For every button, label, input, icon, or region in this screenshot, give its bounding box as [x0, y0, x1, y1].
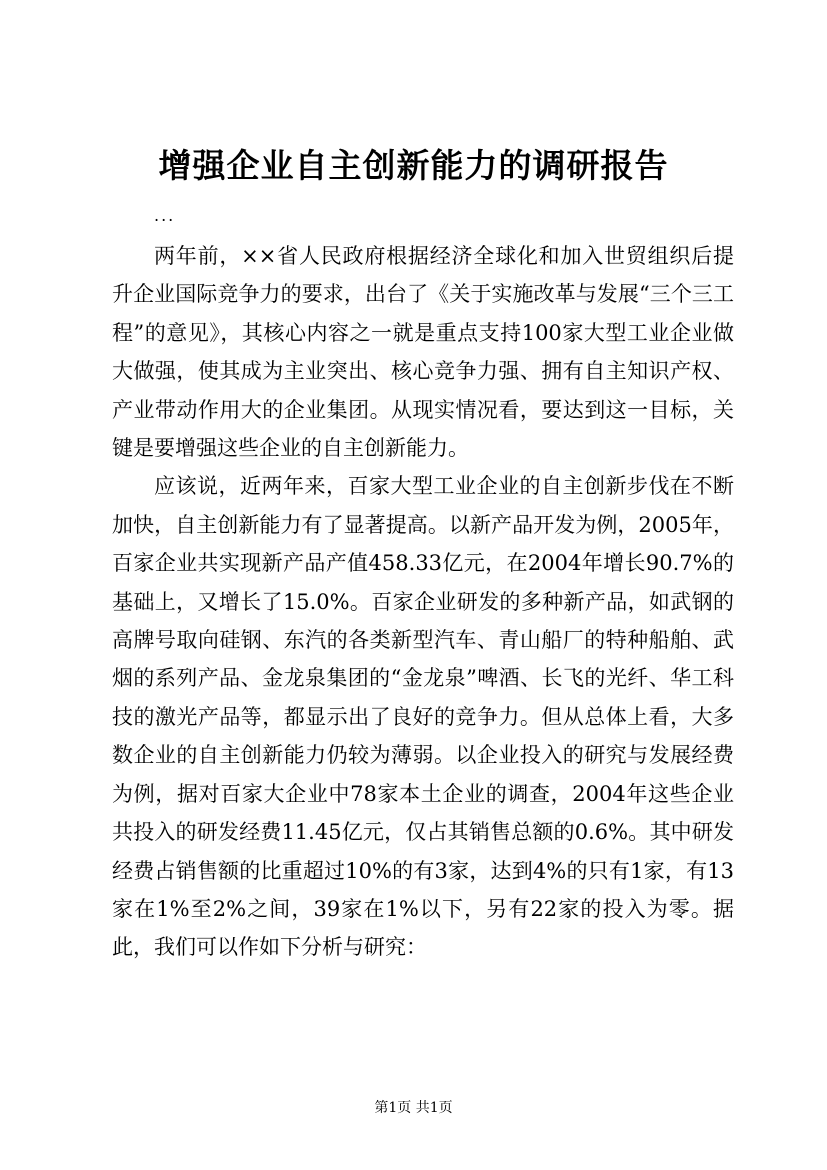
- document-body: [112, 237, 734, 967]
- ellipsis-marker: ...: [154, 206, 176, 225]
- paragraph: 应该说，近两年来，百家大型工业企业的自主创新步伐在不断加快，自主创新能力有了显著提高。以新产品开发为例，2005年，百家企业共实现新产品产值458.33亿元，在2004年增长90.7%的基础上，又增长了15.0%。百家企业研发的多种新产品，如武钢的高牌号取向硅钢、东汽的各类新型汽车、青山船厂的特种船舶、武烟的系列产品、金龙泉集团的“金龙泉”啤酒、长飞的光纤、华工科技的激光产品等，都显示出了良好的竞争力。但从总体上看，大多数企业的自主创新能力仍较为薄弱。以企业投入的研究与发展经费为例，据对百家大企业中78家本土企业的调查，2004年这些企业共投入的研发经费11.45亿元，仅占其销售总额的0.6%。其中研发经费占销售额的比重超过10%的有3家，达到4%的只有1家，有13家在1%至2%之间，39家在1%以下，另有22家的投入为零。据此，我们可以作如下分析与研究：: [112, 474, 734, 960]
- document-title: 增强企业自主创新能力的调研报告: [158, 146, 669, 185]
- paragraph: 两年前，××省人民政府根据经济全球化和加入世贸组织后提升企业国际竞争力的要求，出台了《关于实施改革与发展“三个三工程”的意见》，其核心内容之一就是重点支持100家大型工业企业做大做强，使其成为主业突出、核心竞争力强、拥有自主知识产权、产业带动作用大的企业集团。从现实情况看，要达到这一目标，关键是要增强这些企业的自主创新能力。: [112, 244, 734, 461]
- page-footer: 第1页 共1页: [374, 1100, 453, 1116]
